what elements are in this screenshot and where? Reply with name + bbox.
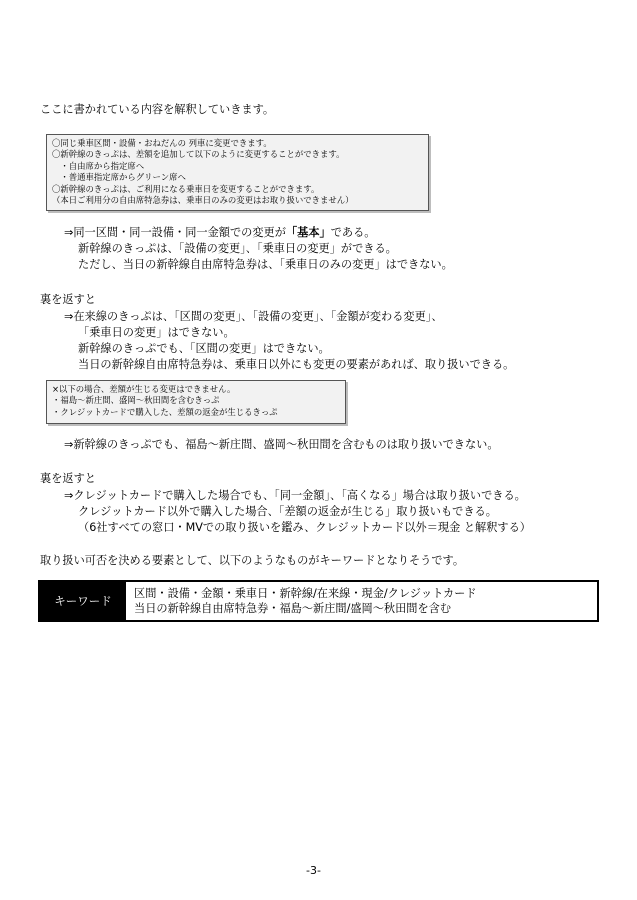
rule-line: 〇新幹線のきっぷは、ご利用になる乗車日を変更することができます。: [52, 183, 320, 194]
rule-line: 〇新幹線のきっぷは、差額を追加して以下のように変更することができます。: [52, 149, 345, 160]
rule-line: ×以下の場合、差額が生じる変更はできません。: [52, 384, 236, 394]
note1-line1: [64, 225, 375, 240]
page-number: -3-: [306, 864, 321, 877]
rule-line: 〇同じ乗車区間・設備・おねだんの 列車に変更できます。: [52, 138, 272, 148]
note2: ⇒新幹線のきっぷでも、福島～新庄間、盛岡～秋田間を含むものは取り扱いできない。: [64, 438, 499, 451]
note1-bold: 「基本」: [285, 226, 331, 239]
rules-box-2: [46, 380, 346, 424]
section2-line: 当日の新幹線自由席特急券は、乗車日以外にも変更の要素があれば、取り扱いできる。: [78, 358, 515, 371]
keyword-table: [38, 580, 599, 622]
section2-line: 新幹線のきっぷでも、「区間の変更」はできない。: [78, 342, 330, 355]
section2-line: 「乗車日の変更」はできない。: [78, 326, 235, 339]
section2-line: ⇒在来線のきっぷは、「区間の変更」、「設備の変更」、「金額が変わる変更」、: [64, 310, 443, 323]
rule-line: ・クレジットカードで購入した、差額の返金が生じるきっぷ: [52, 406, 278, 417]
rule-line: （本日ご利用分の自由席特急券は、乗車日のみの変更はお取り扱いできません）: [52, 195, 354, 206]
rules-box-1: [46, 134, 429, 211]
note1-post: である。: [330, 226, 376, 239]
rule-line: ・普通車指定席からグリーン席へ: [52, 172, 186, 183]
section3-line: （6社すべての窓口・MVでの取り扱いを鑑み、クレジットカード以外＝現金 と解釈する）: [78, 521, 531, 534]
section3-heading: 裏を返すと: [40, 472, 96, 485]
note1-line3: ただし、当日の新幹線自由席特急券は、「乗車日のみの変更」はできない。: [78, 258, 453, 271]
summary-text: 取り扱い可否を決める要素として、以下のようなものがキーワードとなりそうです。: [40, 554, 465, 567]
rule-line: ・自由席から指定席へ: [52, 160, 145, 171]
keyword-label: キーワード: [40, 582, 126, 620]
section3-line: クレジットカード以外で購入した場合、「差額の返金が生じる」取り扱いもできる。: [78, 505, 497, 518]
keyword-line: 区間・設備・金額・乗車日・新幹線/在来線・現金/クレジットカード: [134, 587, 477, 600]
intro-text: ここに書かれている内容を解釈していきます。: [40, 103, 275, 116]
section2-heading: 裏を返すと: [40, 293, 96, 306]
note1-line2: 新幹線のきっぷは、「設備の変更」、「乗車日の変更」ができる。: [78, 242, 397, 255]
keyword-line: 当日の新幹線自由席特急券・福島～新庄間/盛岡～秋田間を含む: [134, 602, 452, 615]
rule-line: ・福島～新庄間、盛岡～秋田間を含むきっぷ: [52, 395, 220, 406]
keyword-body: [126, 582, 597, 620]
note1-pre: ⇒同一区間・同一設備・同一金額での変更が: [64, 226, 286, 239]
section3-line: ⇒クレジットカードで購入した場合でも、「同一金額」、「高くなる」場合は取り扱いできる。: [64, 489, 526, 502]
